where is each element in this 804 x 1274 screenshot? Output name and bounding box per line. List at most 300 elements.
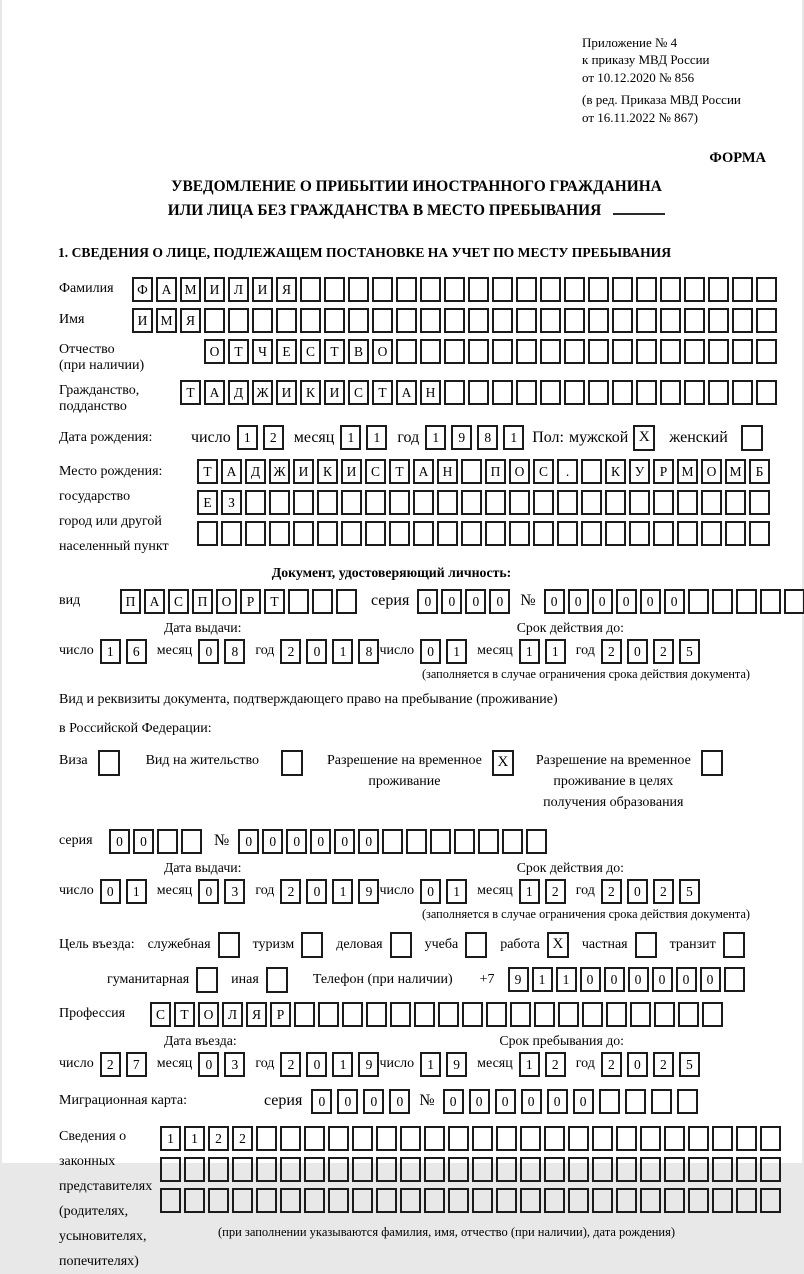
char-cell[interactable]: [582, 1002, 603, 1027]
char-cell[interactable]: [660, 308, 681, 333]
char-cell[interactable]: 0: [198, 639, 219, 664]
char-cell[interactable]: 8: [224, 639, 245, 664]
char-cell[interactable]: [468, 277, 489, 302]
checkbox-transit[interactable]: [723, 932, 745, 958]
char-cell[interactable]: [736, 589, 757, 614]
char-cell[interactable]: [184, 1188, 205, 1213]
char-cell[interactable]: [372, 308, 393, 333]
char-cell[interactable]: [640, 1157, 661, 1182]
char-cell[interactable]: [712, 1157, 733, 1182]
char-cell[interactable]: 9: [358, 879, 379, 904]
char-cell[interactable]: [684, 277, 705, 302]
checkbox-study[interactable]: [465, 932, 487, 958]
char-cell[interactable]: [420, 308, 441, 333]
char-cell[interactable]: 2: [280, 1052, 301, 1077]
char-cell[interactable]: [544, 1126, 565, 1151]
char-cell[interactable]: [540, 308, 561, 333]
char-cell[interactable]: [509, 521, 530, 546]
char-cell[interactable]: 1: [332, 879, 353, 904]
char-cell[interactable]: 8: [477, 425, 498, 450]
char-cell[interactable]: [396, 277, 417, 302]
char-cell[interactable]: [444, 277, 465, 302]
char-cell[interactable]: 1: [184, 1126, 205, 1151]
char-cell[interactable]: [372, 277, 393, 302]
char-cell[interactable]: [510, 1002, 531, 1027]
char-cell[interactable]: [448, 1157, 469, 1182]
char-cell[interactable]: [760, 1157, 781, 1182]
char-cell[interactable]: [664, 1126, 685, 1151]
char-cell[interactable]: [341, 490, 362, 515]
char-cell[interactable]: Т: [324, 339, 345, 364]
char-cell[interactable]: [492, 277, 513, 302]
char-cell[interactable]: 0: [420, 879, 441, 904]
char-cell[interactable]: [496, 1126, 517, 1151]
char-cell[interactable]: Т: [389, 459, 410, 484]
char-cell[interactable]: [654, 1002, 675, 1027]
char-cell[interactable]: 0: [262, 829, 283, 854]
char-cell[interactable]: [701, 490, 722, 515]
char-cell[interactable]: [653, 521, 674, 546]
char-cell[interactable]: А: [204, 380, 225, 405]
char-cell[interactable]: [756, 308, 777, 333]
char-cell[interactable]: [336, 589, 357, 614]
char-cell[interactable]: [400, 1126, 421, 1151]
char-cell[interactable]: .: [557, 459, 578, 484]
char-cell[interactable]: [312, 589, 333, 614]
char-cell[interactable]: [420, 339, 441, 364]
char-cell[interactable]: [413, 521, 434, 546]
char-cell[interactable]: 0: [238, 829, 259, 854]
char-cell[interactable]: 9: [451, 425, 472, 450]
checkbox-male[interactable]: X: [633, 425, 655, 451]
char-cell[interactable]: [468, 380, 489, 405]
char-cell[interactable]: [540, 380, 561, 405]
char-cell[interactable]: [468, 308, 489, 333]
char-cell[interactable]: 5: [679, 1052, 700, 1077]
char-cell[interactable]: 0: [592, 589, 613, 614]
char-cell[interactable]: [677, 521, 698, 546]
char-cell[interactable]: [581, 490, 602, 515]
char-cell[interactable]: [468, 339, 489, 364]
char-cell[interactable]: 0: [441, 589, 462, 614]
char-cell[interactable]: [516, 380, 537, 405]
char-cell[interactable]: [318, 1002, 339, 1027]
char-cell[interactable]: [708, 380, 729, 405]
char-cell[interactable]: [208, 1188, 229, 1213]
char-cell[interactable]: С: [348, 380, 369, 405]
char-cell[interactable]: 2: [545, 879, 566, 904]
checkbox-business[interactable]: [390, 932, 412, 958]
char-cell[interactable]: [328, 1126, 349, 1151]
char-cell[interactable]: [564, 308, 585, 333]
char-cell[interactable]: 0: [489, 589, 510, 614]
char-cell[interactable]: [677, 490, 698, 515]
char-cell[interactable]: [616, 1157, 637, 1182]
char-cell[interactable]: Е: [197, 490, 218, 515]
char-cell[interactable]: [725, 490, 746, 515]
char-cell[interactable]: [678, 1002, 699, 1027]
char-cell[interactable]: [461, 521, 482, 546]
checkbox-visa[interactable]: [98, 750, 120, 776]
char-cell[interactable]: [462, 1002, 483, 1027]
char-cell[interactable]: [636, 277, 657, 302]
char-cell[interactable]: [492, 380, 513, 405]
char-cell[interactable]: К: [605, 459, 626, 484]
char-cell[interactable]: [496, 1188, 517, 1213]
char-cell[interactable]: [702, 1002, 723, 1027]
char-cell[interactable]: [424, 1157, 445, 1182]
char-cell[interactable]: [749, 521, 770, 546]
char-cell[interactable]: [688, 1188, 709, 1213]
char-cell[interactable]: О: [216, 589, 237, 614]
char-cell[interactable]: 0: [465, 589, 486, 614]
char-cell[interactable]: 1: [332, 639, 353, 664]
char-cell[interactable]: [616, 1126, 637, 1151]
char-cell[interactable]: П: [120, 589, 141, 614]
char-cell[interactable]: [724, 967, 745, 992]
char-cell[interactable]: [485, 521, 506, 546]
checkbox-other[interactable]: [266, 967, 288, 993]
char-cell[interactable]: [557, 490, 578, 515]
char-cell[interactable]: Т: [174, 1002, 195, 1027]
char-cell[interactable]: [520, 1157, 541, 1182]
char-cell[interactable]: [557, 521, 578, 546]
char-cell[interactable]: [304, 1126, 325, 1151]
char-cell[interactable]: [492, 308, 513, 333]
char-cell[interactable]: М: [725, 459, 746, 484]
char-cell[interactable]: [382, 829, 403, 854]
char-cell[interactable]: Ч: [252, 339, 273, 364]
char-cell[interactable]: 1: [446, 879, 467, 904]
char-cell[interactable]: [736, 1157, 757, 1182]
char-cell[interactable]: [400, 1188, 421, 1213]
char-cell[interactable]: [184, 1157, 205, 1182]
char-cell[interactable]: [276, 308, 297, 333]
char-cell[interactable]: [660, 277, 681, 302]
char-cell[interactable]: Д: [228, 380, 249, 405]
char-cell[interactable]: 1: [503, 425, 524, 450]
char-cell[interactable]: 2: [601, 879, 622, 904]
char-cell[interactable]: [684, 339, 705, 364]
checkbox-official[interactable]: [218, 932, 240, 958]
char-cell[interactable]: 1: [446, 639, 467, 664]
char-cell[interactable]: [564, 380, 585, 405]
char-cell[interactable]: 0: [358, 829, 379, 854]
char-cell[interactable]: 0: [363, 1089, 384, 1114]
char-cell[interactable]: И: [324, 380, 345, 405]
char-cell[interactable]: О: [509, 459, 530, 484]
char-cell[interactable]: [406, 829, 427, 854]
char-cell[interactable]: 2: [100, 1052, 121, 1077]
char-cell[interactable]: И: [204, 277, 225, 302]
char-cell[interactable]: [732, 380, 753, 405]
char-cell[interactable]: [256, 1188, 277, 1213]
char-cell[interactable]: [221, 521, 242, 546]
char-cell[interactable]: [256, 1157, 277, 1182]
char-cell[interactable]: [396, 339, 417, 364]
char-cell[interactable]: У: [629, 459, 650, 484]
char-cell[interactable]: К: [300, 380, 321, 405]
char-cell[interactable]: Р: [653, 459, 674, 484]
char-cell[interactable]: [448, 1188, 469, 1213]
char-cell[interactable]: 0: [495, 1089, 516, 1114]
char-cell[interactable]: Ж: [269, 459, 290, 484]
char-cell[interactable]: [760, 1188, 781, 1213]
char-cell[interactable]: [444, 308, 465, 333]
char-cell[interactable]: [592, 1126, 613, 1151]
char-cell[interactable]: Р: [240, 589, 261, 614]
char-cell[interactable]: [568, 1126, 589, 1151]
char-cell[interactable]: [328, 1188, 349, 1213]
checkbox-residence-permit[interactable]: [281, 750, 303, 776]
char-cell[interactable]: [630, 1002, 651, 1027]
char-cell[interactable]: [341, 521, 362, 546]
char-cell[interactable]: И: [132, 308, 153, 333]
char-cell[interactable]: [269, 521, 290, 546]
char-cell[interactable]: [352, 1157, 373, 1182]
char-cell[interactable]: 0: [100, 879, 121, 904]
char-cell[interactable]: [197, 521, 218, 546]
char-cell[interactable]: [688, 1126, 709, 1151]
char-cell[interactable]: [760, 589, 781, 614]
char-cell[interactable]: 0: [198, 1052, 219, 1077]
char-cell[interactable]: [540, 277, 561, 302]
char-cell[interactable]: [413, 490, 434, 515]
char-cell[interactable]: [444, 380, 465, 405]
char-cell[interactable]: 2: [653, 879, 674, 904]
char-cell[interactable]: [612, 339, 633, 364]
char-cell[interactable]: [256, 1126, 277, 1151]
char-cell[interactable]: А: [156, 277, 177, 302]
char-cell[interactable]: [245, 490, 266, 515]
char-cell[interactable]: И: [252, 277, 273, 302]
char-cell[interactable]: [424, 1188, 445, 1213]
char-cell[interactable]: [342, 1002, 363, 1027]
char-cell[interactable]: [317, 490, 338, 515]
char-cell[interactable]: [376, 1126, 397, 1151]
char-cell[interactable]: [472, 1126, 493, 1151]
char-cell[interactable]: Т: [228, 339, 249, 364]
char-cell[interactable]: [288, 589, 309, 614]
char-cell[interactable]: Я: [246, 1002, 267, 1027]
char-cell[interactable]: Л: [222, 1002, 243, 1027]
char-cell[interactable]: [366, 1002, 387, 1027]
char-cell[interactable]: [660, 339, 681, 364]
char-cell[interactable]: [461, 459, 482, 484]
char-cell[interactable]: 0: [306, 879, 327, 904]
char-cell[interactable]: Т: [197, 459, 218, 484]
char-cell[interactable]: 3: [224, 879, 245, 904]
char-cell[interactable]: [712, 589, 733, 614]
char-cell[interactable]: 0: [604, 967, 625, 992]
checkbox-humanitarian[interactable]: [196, 967, 218, 993]
checkbox-temporary-residence-education[interactable]: [701, 750, 723, 776]
char-cell[interactable]: А: [396, 380, 417, 405]
char-cell[interactable]: [653, 490, 674, 515]
char-cell[interactable]: [317, 521, 338, 546]
char-cell[interactable]: [376, 1188, 397, 1213]
char-cell[interactable]: А: [144, 589, 165, 614]
char-cell[interactable]: Т: [264, 589, 285, 614]
char-cell[interactable]: [324, 308, 345, 333]
char-cell[interactable]: [365, 521, 386, 546]
char-cell[interactable]: [478, 829, 499, 854]
char-cell[interactable]: [636, 339, 657, 364]
checkbox-private[interactable]: [635, 932, 657, 958]
char-cell[interactable]: П: [192, 589, 213, 614]
char-cell[interactable]: [588, 308, 609, 333]
char-cell[interactable]: [760, 1126, 781, 1151]
char-cell[interactable]: [605, 490, 626, 515]
char-cell[interactable]: К: [317, 459, 338, 484]
char-cell[interactable]: Ф: [132, 277, 153, 302]
char-cell[interactable]: [348, 308, 369, 333]
char-cell[interactable]: 0: [417, 589, 438, 614]
char-cell[interactable]: 1: [126, 879, 147, 904]
char-cell[interactable]: [544, 1188, 565, 1213]
char-cell[interactable]: М: [180, 277, 201, 302]
char-cell[interactable]: [181, 829, 202, 854]
char-cell[interactable]: 5: [679, 639, 700, 664]
char-cell[interactable]: Б: [749, 459, 770, 484]
char-cell[interactable]: [252, 308, 273, 333]
char-cell[interactable]: 1: [237, 425, 258, 450]
char-cell[interactable]: Л: [228, 277, 249, 302]
char-cell[interactable]: Я: [276, 277, 297, 302]
char-cell[interactable]: 0: [568, 589, 589, 614]
char-cell[interactable]: [293, 521, 314, 546]
char-cell[interactable]: [496, 1157, 517, 1182]
char-cell[interactable]: [390, 1002, 411, 1027]
char-cell[interactable]: [684, 380, 705, 405]
char-cell[interactable]: 0: [311, 1089, 332, 1114]
char-cell[interactable]: 0: [664, 589, 685, 614]
char-cell[interactable]: С: [168, 589, 189, 614]
char-cell[interactable]: 0: [337, 1089, 358, 1114]
char-cell[interactable]: О: [372, 339, 393, 364]
char-cell[interactable]: [389, 521, 410, 546]
char-cell[interactable]: 0: [306, 639, 327, 664]
char-cell[interactable]: [616, 1188, 637, 1213]
char-cell[interactable]: [516, 308, 537, 333]
char-cell[interactable]: [581, 459, 602, 484]
char-cell[interactable]: 0: [306, 1052, 327, 1077]
char-cell[interactable]: [688, 1157, 709, 1182]
char-cell[interactable]: [664, 1157, 685, 1182]
char-cell[interactable]: 1: [556, 967, 577, 992]
char-cell[interactable]: 0: [627, 639, 648, 664]
char-cell[interactable]: [438, 1002, 459, 1027]
char-cell[interactable]: 0: [133, 829, 154, 854]
char-cell[interactable]: [564, 339, 585, 364]
char-cell[interactable]: С: [533, 459, 554, 484]
char-cell[interactable]: [376, 1157, 397, 1182]
char-cell[interactable]: 0: [628, 967, 649, 992]
char-cell[interactable]: 1: [532, 967, 553, 992]
char-cell[interactable]: [636, 380, 657, 405]
char-cell[interactable]: 0: [652, 967, 673, 992]
char-cell[interactable]: [472, 1188, 493, 1213]
char-cell[interactable]: 0: [334, 829, 355, 854]
char-cell[interactable]: [612, 380, 633, 405]
char-cell[interactable]: 0: [573, 1089, 594, 1114]
char-cell[interactable]: [701, 521, 722, 546]
char-cell[interactable]: [444, 339, 465, 364]
char-cell[interactable]: [588, 339, 609, 364]
char-cell[interactable]: 5: [679, 879, 700, 904]
char-cell[interactable]: Р: [270, 1002, 291, 1027]
char-cell[interactable]: 9: [358, 1052, 379, 1077]
char-cell[interactable]: [448, 1126, 469, 1151]
char-cell[interactable]: О: [198, 1002, 219, 1027]
char-cell[interactable]: [688, 589, 709, 614]
char-cell[interactable]: [280, 1126, 301, 1151]
char-cell[interactable]: А: [413, 459, 434, 484]
char-cell[interactable]: [461, 490, 482, 515]
char-cell[interactable]: [581, 521, 602, 546]
char-cell[interactable]: [430, 829, 451, 854]
char-cell[interactable]: [534, 1002, 555, 1027]
char-cell[interactable]: Н: [420, 380, 441, 405]
char-cell[interactable]: П: [485, 459, 506, 484]
char-cell[interactable]: [708, 277, 729, 302]
char-cell[interactable]: [592, 1157, 613, 1182]
char-cell[interactable]: [304, 1188, 325, 1213]
char-cell[interactable]: Т: [372, 380, 393, 405]
char-cell[interactable]: 1: [545, 639, 566, 664]
char-cell[interactable]: 0: [547, 1089, 568, 1114]
char-cell[interactable]: [640, 1188, 661, 1213]
char-cell[interactable]: [612, 308, 633, 333]
char-cell[interactable]: [568, 1157, 589, 1182]
char-cell[interactable]: З: [221, 490, 242, 515]
char-cell[interactable]: [300, 277, 321, 302]
char-cell[interactable]: [486, 1002, 507, 1027]
char-cell[interactable]: 0: [627, 1052, 648, 1077]
char-cell[interactable]: [629, 521, 650, 546]
char-cell[interactable]: [269, 490, 290, 515]
char-cell[interactable]: [245, 521, 266, 546]
char-cell[interactable]: [424, 1126, 445, 1151]
char-cell[interactable]: [160, 1188, 181, 1213]
char-cell[interactable]: 2: [653, 1052, 674, 1077]
char-cell[interactable]: [520, 1188, 541, 1213]
char-cell[interactable]: [736, 1188, 757, 1213]
char-cell[interactable]: [208, 1157, 229, 1182]
char-cell[interactable]: 1: [366, 425, 387, 450]
char-cell[interactable]: [725, 521, 746, 546]
checkbox-temporary-residence[interactable]: X: [492, 750, 514, 776]
char-cell[interactable]: [712, 1188, 733, 1213]
char-cell[interactable]: [157, 829, 178, 854]
char-cell[interactable]: О: [204, 339, 225, 364]
char-cell[interactable]: [612, 277, 633, 302]
char-cell[interactable]: 0: [676, 967, 697, 992]
char-cell[interactable]: [492, 339, 513, 364]
char-cell[interactable]: 2: [545, 1052, 566, 1077]
char-cell[interactable]: 0: [627, 879, 648, 904]
char-cell[interactable]: [232, 1188, 253, 1213]
char-cell[interactable]: [352, 1188, 373, 1213]
char-cell[interactable]: [732, 277, 753, 302]
char-cell[interactable]: [160, 1157, 181, 1182]
char-cell[interactable]: [348, 277, 369, 302]
char-cell[interactable]: 2: [280, 879, 301, 904]
char-cell[interactable]: И: [276, 380, 297, 405]
char-cell[interactable]: 9: [508, 967, 529, 992]
char-cell[interactable]: [437, 521, 458, 546]
char-cell[interactable]: [472, 1157, 493, 1182]
